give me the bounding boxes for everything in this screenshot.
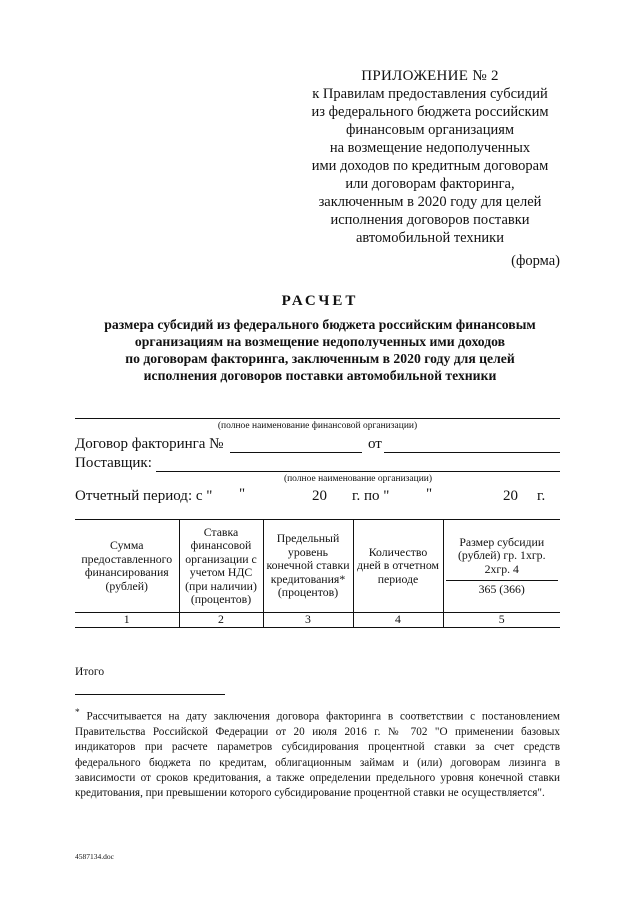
table-header-cell: Сумма предоставленного финансирования (рублей)	[75, 520, 179, 613]
total-label: Итого	[75, 666, 105, 678]
supplier-hint: (полное наименование организации)	[283, 474, 433, 484]
contract-from-label: от	[368, 436, 382, 452]
appendix-line: автомобильной техники	[355, 230, 504, 246]
supplier-label: Поставщик:	[75, 455, 152, 471]
table-row	[75, 613, 560, 628]
appendix-block	[300, 67, 560, 247]
appendix-line: из федерального бюджета российским	[311, 104, 549, 120]
subtitle-line: по договорам факторинга, заключенным в 2020 году для целей	[125, 351, 515, 366]
table-header-cell: Предельный уровень конечной ставки кредитования* (процентов)	[263, 520, 353, 613]
period-quote: "	[426, 486, 433, 502]
appendix-line: заключенным в 2020 году для целей	[318, 194, 542, 210]
column-number: 1	[75, 613, 179, 628]
subtitle-line: исполнения договоров поставки автомобильной техники	[143, 368, 497, 383]
contract-date-field[interactable]	[384, 452, 560, 453]
document-title: РАСЧЕТ	[281, 293, 359, 309]
column-number: 2	[179, 613, 263, 628]
contract-label: Договор факторинга №	[75, 436, 224, 452]
table-header-cell: Ставка финансовой организации с учетом НДС (при наличии) (процентов)	[179, 520, 263, 613]
table-header-cell-subsidy	[443, 520, 560, 613]
period-end-label: г.	[537, 488, 546, 504]
footnote-marker: *	[75, 708, 80, 718]
document-id: 4587134.doc	[75, 852, 114, 861]
appendix-line: на возмещение недополученных	[329, 140, 531, 156]
appendix-title: ПРИЛОЖЕНИЕ № 2	[361, 68, 499, 84]
document-subtitle	[60, 316, 580, 384]
appendix-line: к Правилам предоставления субсидий	[312, 86, 548, 102]
column-number: 4	[353, 613, 443, 628]
form-label: (форма)	[511, 253, 560, 269]
table-header-cell: Количество дней в отчетном периоде	[353, 520, 443, 613]
period-to-label: г. по "	[352, 488, 390, 504]
appendix-line: или договорам факторинга,	[345, 176, 515, 192]
period-label: Отчетный период: с "	[75, 488, 213, 504]
column-number: 5	[443, 613, 560, 628]
supplier-field[interactable]	[156, 471, 560, 472]
calculation-table	[75, 519, 560, 628]
table-header-row	[75, 520, 560, 613]
footnote	[75, 706, 560, 802]
org-name-line[interactable]	[75, 418, 560, 419]
appendix-line: финансовым организациям	[345, 122, 515, 138]
appendix-line: исполнения договоров поставки	[330, 212, 530, 228]
days-in-year: 365 (366)	[446, 580, 559, 597]
subsidy-formula: Размер субсидии (рублей) гр. 1хгр. 2хгр. 4	[457, 534, 546, 576]
period-year-to[interactable]: 20	[503, 488, 518, 504]
subtitle-line: организациям на возмещение недополученных ими доходов	[134, 334, 506, 349]
contract-number-field[interactable]	[230, 452, 362, 453]
column-number: 3	[263, 613, 353, 628]
footnote-separator	[75, 694, 225, 695]
period-year-from[interactable]: 20	[312, 488, 327, 504]
footnote-text: Рассчитывается на дату заключения договора факторинга в соответствии с постановлением Правительства Российской Федерации от 20 июля 2016 г. № 702 "О применении базовых индикаторов при расчете параметров субсидирования процентной ставки за счет средств федерального бюджета по кредитам, облигационным займам и (или) договорам лизинга в зависимости от сроков кредитования, а также определении предельного уровня конечной ставки кредитования, при превышении которого субсидирование процентной ставки не осуществляется".	[75, 710, 560, 800]
appendix-line: ими доходов по кредитным договорам	[311, 158, 549, 174]
org-name-hint: (полное наименование финансовой организации)	[217, 421, 418, 431]
subtitle-line: размера субсидий из федерального бюджета российским финансовым	[104, 317, 536, 332]
period-quote: "	[239, 486, 246, 502]
